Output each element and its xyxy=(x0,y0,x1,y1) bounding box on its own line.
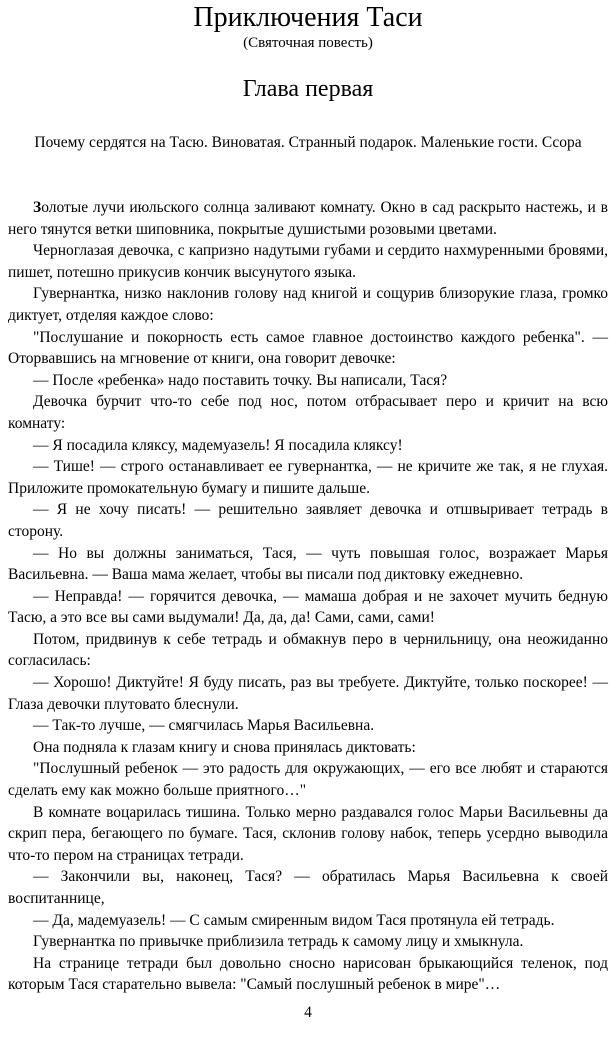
paragraph: — Так-то лучше, — смягчилась Марья Васильевна. xyxy=(33,717,375,735)
paragraph: — Тише! — строго останавливает ее гувернантка, — не кричите же так, я не глухая. Приложите промокательную бумагу и пишите дальше. xyxy=(8,458,608,497)
drop-cap: З xyxy=(33,199,42,216)
paragraph xyxy=(8,197,608,240)
body-text xyxy=(8,197,608,996)
paragraph: Гувернантка, низко наклонив голову над книгой и сощурив близорукие глаза, громко диктует, отделяя каждое слово: xyxy=(8,285,608,324)
paragraph: Черноглазая девочка, с капризно надутыми губами и сердито нахмуренными бровями, пишет, потешно прикусив кончик высунутого языка. xyxy=(8,242,608,281)
paragraph: — Я не хочу писать! — решительно заявляет девочка и отшвыривает тетрадь в сторону. xyxy=(8,501,608,540)
paragraph: — Хорошо! Диктуйте! Я буду писать, раз вы требуете. Диктуйте, только поскорее! — Глаза девочки плутовато блеснули. xyxy=(8,674,608,713)
paragraph: — Да, мадемуазель! — С самым смиренным видом Тася протянула ей тетрадь. xyxy=(33,911,555,929)
paragraph: На странице тетради был довольно сносно нарисован брыкающийся теленок, под которым Тася старательно вывела: "Самый послушный ребенок в мире"… xyxy=(8,954,608,994)
paragraph: Гувернантка по привычке приблизила тетрадь к самому лицу и хмыкнула. xyxy=(33,933,524,951)
paragraph: — Я посадила кляксу, мадемуазель! Я посадила кляксу! xyxy=(33,436,403,454)
paragraph: Девочка бурчит что-то себе под нос, потом отбрасывает перо и кричит на всю комнату: xyxy=(8,393,608,432)
paragraph: Потом, придвинув к себе тетрадь и обмакнув перо в чернильницу, она неожиданно согласилась: xyxy=(8,630,608,670)
paragraph: — Неправда! — горячится девочка, — мамаша добрая и не захочет мучить бедную Тасю, а это все вы сами выдумали! Да, да, да! Сами, сами, сами! xyxy=(8,587,608,627)
book-title: Приключения Таси xyxy=(193,2,423,33)
chapter-synopsis: Почему сердятся на Тасю. Виноватая. Странный подарок. Маленькие гости. Ссора xyxy=(34,134,582,151)
chapter-title: Глава первая xyxy=(242,76,374,102)
paragraph: — После «ребенка» надо поставить точку. Вы написали, Тася? xyxy=(33,371,448,389)
page-number: 4 xyxy=(304,1004,312,1021)
paragraph-text: олотые лучи июльского солнца заливают комнату. Окно в сад раскрыто настежь, и в него тянутся ветки шиповника, покрытые душистыми розовыми цветами. xyxy=(8,199,608,238)
paragraph: "Послушание и покорность есть самое главное достоинство каждого ребенка". — Оторвавшись на мгновение от книги, она говорит девочке: xyxy=(8,328,608,368)
paragraph: — Но вы должны заниматься, Тася, — чуть повышая голос, возражает Марья Васильевна. — Ваша мама желает, чтобы вы писали под диктовку ежедневно. xyxy=(8,544,608,584)
book-subtitle: (Святочная повесть) xyxy=(243,35,373,51)
paragraph: — Закончили вы, наконец, Тася? — обратилась Марья Васильевна к своей воспитаннице, xyxy=(8,868,608,907)
paragraph: Она подняла к глазам книгу и снова принялась диктовать: xyxy=(33,738,416,756)
paragraph: "Послушный ребенок — это радость для окружающих, — его все любят и стараются сделать ему как можно больше приятного…" xyxy=(8,760,608,800)
paragraph: В комнате воцарилась тишина. Только мерно раздавался голос Марьи Васильевны да скрип пера, бегающего по бумаге. Тася, склонив голову набок, теперь усердно выводила что-то пером на страницах тетради. xyxy=(8,803,608,864)
